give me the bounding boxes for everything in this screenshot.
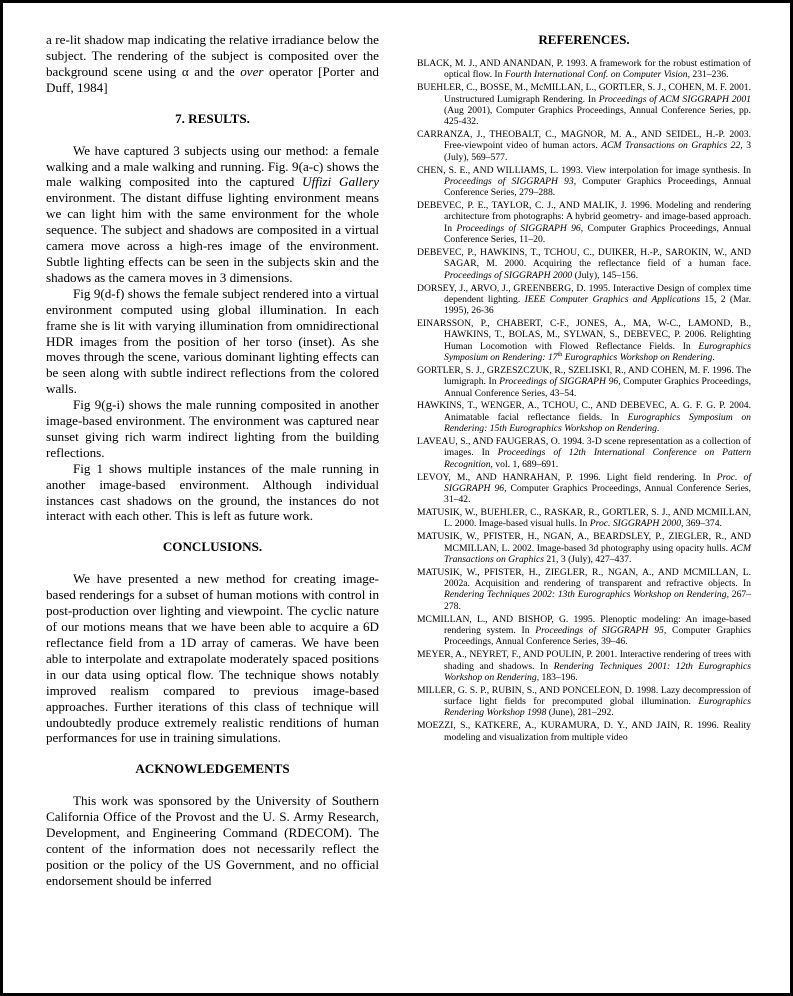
reference-entry xyxy=(417,507,751,530)
reference-venue: Eurographics Symposium on Rendering: 17 xyxy=(444,340,751,364)
reference-entry xyxy=(417,436,751,470)
reference-venue: Proceedings of SIGGRAPH 2000 xyxy=(444,269,573,281)
reference-text: MILLER, G. S. P., RUBIN, S., AND PONCELEON, D. 1998. Lazy decompression of surface light fields for precomputed global illumination. xyxy=(417,684,751,708)
results-heading: 7. RESULTS. xyxy=(175,110,250,126)
reference-text: LEVOY, M., AND HANRAHAN, P. 1996. Light field rendering. In xyxy=(417,471,717,483)
reference-venue: Fourth International Conf. on Computer Vision xyxy=(504,69,688,81)
reference-details: 15, 2 (Mar. 1995), 26-36 xyxy=(444,293,752,317)
reference-details: , 267–278. xyxy=(444,589,752,612)
acknowledgements-paragraph: This work was sponsored by the University of Southern California Office of the Provost and the U. S. Army Research, Development, and Engineering Command (RDECOM). The content of the information does not necessarily reflect the position or the policy of the US Government, and no official endorsement should be inferred xyxy=(46,793,379,888)
reference-entry xyxy=(417,472,751,506)
reference-details: , 369–374. xyxy=(681,518,722,530)
conclusions-paragraph: We have presented a new method for creating image-based renderings for a subset of human motions with control in post-production over lighting and viewpoint. The cyclic nature of our motions means that we have been able to acquire a 6D reflectance field from a 1D array of cameras. We have been able to interpolate and extrapolate moderately spaced positions in our data using optical flow. The technique shows notably improved realism compared to previous image-based approaches. Further iterations of this class of technique will undoubtedly produce extremely realistic renditions of human performances for use in training simulations. xyxy=(46,571,379,746)
reference-venue-cont: Eurographics Workshop on Rendering xyxy=(562,352,713,364)
reference-superscript: th xyxy=(557,351,563,358)
reference-text: EINARSSON, P., CHABERT, C-F., JONES, A., MA, W-C., LAMOND, B., HAWKINS, T., BOLAS, M., SYLWAN, S., DEBEVEC, P. 2006. Relighting Human Locomotion with Flowed Reflectance Fields. In xyxy=(417,318,751,352)
reference-text: MEYER, A., NEYRET, F., AND POULIN, P. 2001. Interactive rendering of trees with shading and shadows. In xyxy=(417,649,751,672)
reference-text: HAWKINS, T., WENGER, A., TCHOU, C., AND DEBEVEC, A. G. F. G. P. 2004. Animatable facial reflectance fields. In xyxy=(417,400,751,423)
reference-entry xyxy=(417,129,751,163)
reference-details: . xyxy=(656,423,660,435)
reference-entry xyxy=(417,685,751,719)
reference-text: MATUSIK, W., BUEHLER, C., RASKAR, R., GORTLER, S. J., AND MCMILLAN, L. 2000. Image-based visual hulls. In xyxy=(417,507,751,530)
intro-italic: over xyxy=(240,63,264,79)
references-heading: REFERENCES. xyxy=(538,32,630,47)
reference-text: BLACK, M. J., AND ANANDAN, P. 1993. A framework for the robust estimation of optical flow. In xyxy=(417,58,751,81)
reference-details: (Aug 2001), Computer Graphics Proceedings, Annual Conference Series, pp. 425-432. xyxy=(444,104,751,128)
reference-entry xyxy=(417,567,751,612)
reference-text: DORSEY, J., ARVO, J., GREENBERG, D. 1995. Interactive Design of complex time dependent lighting. xyxy=(417,282,751,305)
reference-entry xyxy=(417,283,751,317)
reference-venue: Rendering Techniques 2001: 12th Eurographics Workshop on Rendering xyxy=(444,660,751,683)
reference-entry xyxy=(417,649,751,683)
reference-details: , Computer Graphics Proceedings, Annual Conference Series, 39–46. xyxy=(444,625,752,648)
results-paragraph-4: Fig 1 shows multiple instances of the male running in another image-based environment. Although individual instances cast shadows on the ground, the instances do not interact with each other. This is left as future work. xyxy=(46,460,379,524)
reference-entry xyxy=(417,318,751,363)
reference-text: CARRANZA, J., THEOBALT, C., MAGNOR, M. A., AND SEIDEL, H.-P. 2003. Free-viewpoint video of human actors. xyxy=(417,129,751,152)
reference-details: , vol. 1, 689–691. xyxy=(490,458,559,470)
reference-details: , Computer Graphics Proceedings, Annual Conference Series, 31–42. xyxy=(444,482,751,506)
reference-details: , Computer Graphics Proceedings, Annual Conference Series, 43–54. xyxy=(444,376,751,399)
reference-text: MATUSIK, W., PFISTER, H., NGAN, A., BEARDSLEY, P., ZIEGLER, R., AND MCMILLAN, L. 2002. Image-based 3d photography using opacity hulls. xyxy=(417,531,751,554)
references-list xyxy=(417,58,751,743)
results-p1-text-end: environment. The distant diffuse lighting environment means we can light him with the same environment for the whole sequence. The subject and shadows are composited in a virtual camera move across a high-res image of the environment. Subtle lighting effects can be seen in the subjects skin and the shadows as the camera moves in 3 dimensions. xyxy=(46,190,379,285)
reference-entry xyxy=(417,720,751,743)
reference-venue: Proceedings of SIGGRAPH 96 xyxy=(456,222,581,234)
reference-details: (June), 281–292. xyxy=(546,707,614,719)
reference-venue: Eurographics Symposium on Rendering: 15th Eurographics Workshop on Rendering xyxy=(444,411,751,435)
intro-text: a re-lit shadow map indicating the relative irradiance below the subject. The rendering of the subject is composited over the background scene using α and the xyxy=(46,32,379,79)
reference-text: CHEN, S. E., AND WILLIAMS, L. 1993. View interpolation for image synthesis. In xyxy=(417,164,751,176)
reference-details: , Computer Graphics Proceedings, Annual Conference Series, 11–20. xyxy=(444,222,751,246)
reference-text: BUEHLER, C., BOSSE, M., McMILLAN, L., GORTLER, S. J., COHEN, M. F. 2001. Unstructured Lumigraph Rendering. In xyxy=(417,82,751,105)
reference-details: . xyxy=(712,352,715,364)
reference-venue: IEEE Computer Graphics and Applications xyxy=(524,293,701,305)
reference-text: GORTLER, S. J., GRZESZCZUK, R., SZELISKI, R., AND COHEN, M. F. 1996. The lumigraph. In xyxy=(417,364,751,388)
reference-venue: Proc. of SIGGRAPH 96 xyxy=(444,471,751,494)
reference-text: DEBEVEC, P. E., TAYLOR, C. J., AND MALIK, J. 1996. Modeling and rendering architecture from photographs: A hybrid geometry- and image-based approach. In xyxy=(417,200,751,234)
reference-details: , 3 (July), 569–577. xyxy=(444,140,751,163)
results-paragraph-2: Fig 9(d-f) shows the female subject rendered into a virtual environment computed using global illumination. In each frame she is lit with varying illumination from omnidirectional HDR images from the position of her torso (inset). As she moves through the scene, various dominant lighting effects can be seen along with subtle indirect reflections from the colored walls. xyxy=(46,285,379,397)
reference-entry xyxy=(417,400,751,434)
results-paragraph-1 xyxy=(46,143,379,286)
reference-entry xyxy=(417,58,751,81)
reference-entry xyxy=(417,531,751,565)
results-paragraph-3: Fig 9(g-i) shows the male running composited in another image-based environment. The environment was captured near sunset giving rich warm indirect lighting from the building reflections. xyxy=(46,397,379,460)
reference-venue: Proc. SIGGRAPH 2000 xyxy=(589,518,682,530)
reference-text: LAVEAU, S., AND FAUGERAS, O. 1994. 3-D scene representation as a collection of images. In xyxy=(417,436,751,459)
reference-details: , Computer Graphics Proceedings, Annual Conference Series, 279–288. xyxy=(444,175,751,199)
intro-text-end: operator [Porter and Duff, 1984] xyxy=(46,63,379,95)
left-column xyxy=(46,32,379,889)
results-p1-text: We have captured 3 subjects using our method: a female walking and a male walking and running. Fig. 9(a-c) shows the male walking composited into the captured xyxy=(46,142,379,190)
reference-venue: Proceedings of SIGGRAPH 95 xyxy=(535,625,664,636)
reference-entry xyxy=(417,82,751,127)
intro-paragraph xyxy=(46,32,379,96)
reference-entry xyxy=(417,247,751,281)
reference-entry xyxy=(417,614,751,648)
reference-text: MCMILLAN, L., AND BISHOP, G. 1995. Plenoptic modeling: An image-based rendering system. In xyxy=(417,613,751,636)
reference-venue: Eurographics Rendering Workshop 1998 xyxy=(444,696,751,719)
reference-venue: Proceedings of SIGGRAPH 93 xyxy=(444,175,574,187)
reference-venue: Rendering Techniques 2002: 13th Eurographics Workshop on Rendering xyxy=(444,589,727,601)
acknowledgements-heading: ACKNOWLEDGEMENTS xyxy=(135,761,290,777)
results-p1-italic: Uffizi Gallery xyxy=(302,174,380,190)
references-column xyxy=(417,32,751,744)
reference-entry xyxy=(417,200,751,245)
conclusions-heading: CONCLUSIONS. xyxy=(162,539,263,555)
reference-venue: Proceedings of 12th International Conference on Pattern Recognition xyxy=(444,447,752,470)
reference-entry xyxy=(417,165,751,199)
reference-venue: ACM Transactions on Graphics 22 xyxy=(601,140,741,152)
reference-text: DEBEVEC, P., HAWKINS, T., TCHOU, C., DUIKER, H.-P., SAROKIN, W., AND SAGAR, M. 2000. Acquiring the reflectance field of a human face. xyxy=(417,247,751,270)
reference-details: , 231–236. xyxy=(687,69,729,81)
reference-venue: Proceedings of SIGGRAPH 96 xyxy=(499,376,619,388)
reference-venue: Proceedings of ACM SIGGRAPH 2001 xyxy=(598,93,751,105)
reference-text: MOEZZI, S., KATKERE, A., KURAMURA, D. Y., AND JAIN, R. 1996. Reality modeling and visualization from multiple video xyxy=(417,720,751,743)
reference-text: MATUSIK, W., PFISTER, H., ZIEGLER, R., NGAN, A., AND MCMILLAN, L. 2002a. Acquisition and rendering of transparent and refractive objects. In xyxy=(417,566,751,590)
reference-details: , 183–196. xyxy=(536,671,578,683)
reference-venue: ACM Transactions on Graphics xyxy=(444,542,751,565)
reference-entry xyxy=(417,365,751,399)
reference-details: (July), 145–156. xyxy=(572,269,638,281)
reference-details: 21, 3 (July), 427–437. xyxy=(544,553,632,565)
